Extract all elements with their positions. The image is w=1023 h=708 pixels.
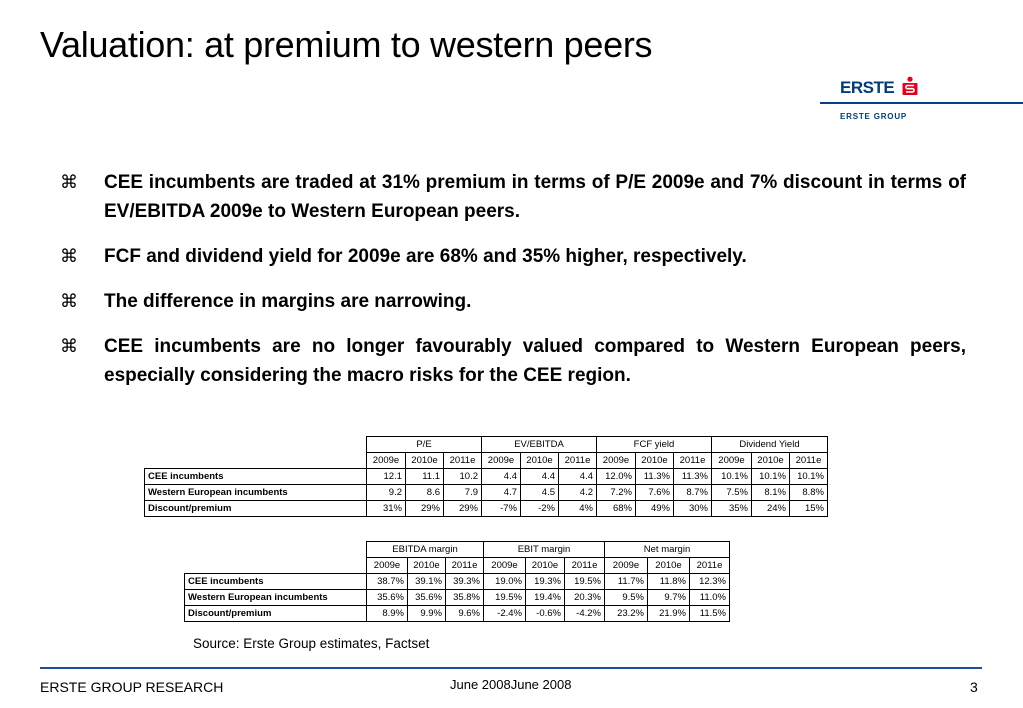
table-cell: 9.9% <box>408 606 446 622</box>
year-header: 2010e <box>526 558 565 574</box>
year-header: 2011e <box>444 453 482 469</box>
table-cell: 19.3% <box>526 574 565 590</box>
margins-table <box>184 541 730 622</box>
table-cell: 24% <box>752 501 790 517</box>
year-header: 2011e <box>690 558 730 574</box>
page-number: 3 <box>970 679 978 695</box>
table-cell: -2% <box>521 501 559 517</box>
table-cell: 29% <box>444 501 482 517</box>
table-corner <box>185 542 367 558</box>
row-label: Discount/premium <box>185 606 367 622</box>
source-note: Source: Erste Group estimates, Factset <box>193 636 430 651</box>
footer-divider <box>40 667 982 669</box>
table-cell: 9.6% <box>446 606 484 622</box>
bullet-item <box>56 332 966 390</box>
table-cell: 4.7 <box>482 485 521 501</box>
table-cell: 35.6% <box>408 590 446 606</box>
table-cell: 10.1% <box>712 469 752 485</box>
year-header: 2009e <box>482 453 521 469</box>
row-label: Discount/premium <box>145 501 367 517</box>
table-cell: 10.1% <box>790 469 828 485</box>
table-cell: -4.2% <box>565 606 605 622</box>
bullet-item <box>56 168 966 226</box>
command-bullet-icon: ⌘ <box>60 246 78 267</box>
column-group-header: FCF yield <box>597 437 712 453</box>
year-header: 2010e <box>752 453 790 469</box>
bullet-item <box>56 242 966 271</box>
table-cell: 11.5% <box>690 606 730 622</box>
table-cell: 68% <box>597 501 636 517</box>
table-cell: 49% <box>636 501 674 517</box>
table-cell: 12.1 <box>367 469 406 485</box>
table-cell: 11.3% <box>636 469 674 485</box>
row-label: CEE incumbents <box>145 469 367 485</box>
table-cell: 30% <box>674 501 712 517</box>
table-cell: 4.4 <box>559 469 597 485</box>
table-corner <box>145 453 367 469</box>
table-cell: 31% <box>367 501 406 517</box>
bullet-list <box>56 168 966 406</box>
table-cell: 8.7% <box>674 485 712 501</box>
table-cell: 19.4% <box>526 590 565 606</box>
table-cell: 8.8% <box>790 485 828 501</box>
erste-group-logo <box>820 72 1023 122</box>
table-cell: 4.5 <box>521 485 559 501</box>
table-cell: 11.0% <box>690 590 730 606</box>
year-header: 2009e <box>605 558 648 574</box>
slide-title: Valuation: at premium to western peers <box>40 24 653 65</box>
column-group-header: Dividend Yield <box>712 437 828 453</box>
table-group-header-row <box>185 542 730 558</box>
bullet-text: FCF and dividend yield for 2009e are 68% and 35% higher, respectively. <box>104 246 747 267</box>
table-group-header-row <box>145 437 828 453</box>
table-cell: 38.7% <box>367 574 408 590</box>
table-cell: 20.3% <box>565 590 605 606</box>
column-group-header: EV/EBITDA <box>482 437 597 453</box>
table-cell: 7.6% <box>636 485 674 501</box>
year-header: 2009e <box>712 453 752 469</box>
year-header: 2011e <box>790 453 828 469</box>
table-cell: 4.4 <box>521 469 559 485</box>
table-row <box>185 606 730 622</box>
table-cell: -0.6% <box>526 606 565 622</box>
command-bullet-icon: ⌘ <box>60 172 78 193</box>
table-cell: 39.3% <box>446 574 484 590</box>
table-corner <box>185 558 367 574</box>
bullet-text: The difference in margins are narrowing. <box>104 291 472 312</box>
table-cell: 11.3% <box>674 469 712 485</box>
table-row <box>145 501 828 517</box>
row-label: CEE incumbents <box>185 574 367 590</box>
column-group-header: EBITDA margin <box>367 542 484 558</box>
year-header: 2010e <box>408 558 446 574</box>
column-group-header: Net margin <box>605 542 730 558</box>
table-cell: 10.2 <box>444 469 482 485</box>
table-row <box>145 485 828 501</box>
column-group-header: P/E <box>367 437 482 453</box>
table-cell: 4.2 <box>559 485 597 501</box>
footer-research-label: ERSTE GROUP RESEARCH <box>40 679 224 695</box>
table-cell: 7.2% <box>597 485 636 501</box>
command-bullet-icon: ⌘ <box>60 291 78 312</box>
table-corner <box>145 437 367 453</box>
table-cell: 9.5% <box>605 590 648 606</box>
footer-date: June 2008June 2008 <box>450 677 572 692</box>
table-cell: 35% <box>712 501 752 517</box>
logo-wordmark: ERSTE <box>840 78 895 97</box>
valuation-table <box>144 436 828 517</box>
table-cell: 11.1 <box>406 469 444 485</box>
table-cell: 12.3% <box>690 574 730 590</box>
bullet-text: CEE incumbents are traded at 31% premium in terms of P/E 2009e and 7% discount in terms of EV/EBITDA 2009e to Western European peers. <box>104 172 966 222</box>
table-cell: 21.9% <box>648 606 690 622</box>
year-header: 2011e <box>446 558 484 574</box>
year-header: 2009e <box>367 558 408 574</box>
year-header: 2010e <box>648 558 690 574</box>
year-header: 2011e <box>565 558 605 574</box>
table-cell: 39.1% <box>408 574 446 590</box>
table-cell: 12.0% <box>597 469 636 485</box>
table-year-header-row <box>185 558 730 574</box>
command-bullet-icon: ⌘ <box>60 336 78 357</box>
year-header: 2009e <box>367 453 406 469</box>
table-cell: 4.4 <box>482 469 521 485</box>
table-cell: 8.1% <box>752 485 790 501</box>
table-cell: -7% <box>482 501 521 517</box>
table-cell: 8.9% <box>367 606 408 622</box>
year-header: 2011e <box>559 453 597 469</box>
table-year-header-row <box>145 453 828 469</box>
column-group-header: EBIT margin <box>484 542 605 558</box>
table-cell: 9.2 <box>367 485 406 501</box>
table-cell: 23.2% <box>605 606 648 622</box>
row-label: Western European incumbents <box>145 485 367 501</box>
table-cell: 35.8% <box>446 590 484 606</box>
year-header: 2009e <box>597 453 636 469</box>
row-label: Western European incumbents <box>185 590 367 606</box>
table-cell: 4% <box>559 501 597 517</box>
table-cell: 11.8% <box>648 574 690 590</box>
bullet-item <box>56 287 966 316</box>
bullet-text: CEE incumbents are no longer favourably valued compared to Western European peers, especially considering the macro risks for the CEE region. <box>104 336 966 386</box>
sparkasse-s-icon <box>900 76 920 96</box>
year-header: 2011e <box>674 453 712 469</box>
table-cell: 19.5% <box>484 590 526 606</box>
table-cell: 35.6% <box>367 590 408 606</box>
table-row <box>185 574 730 590</box>
logo-divider <box>820 102 1023 104</box>
table-cell: 15% <box>790 501 828 517</box>
table-cell: -2.4% <box>484 606 526 622</box>
table-cell: 9.7% <box>648 590 690 606</box>
table-cell: 7.9 <box>444 485 482 501</box>
table-cell: 10.1% <box>752 469 790 485</box>
year-header: 2010e <box>521 453 559 469</box>
table-cell: 11.7% <box>605 574 648 590</box>
table-row <box>185 590 730 606</box>
table-row <box>145 469 828 485</box>
table-cell: 7.5% <box>712 485 752 501</box>
table-cell: 19.5% <box>565 574 605 590</box>
year-header: 2010e <box>636 453 674 469</box>
table-cell: 29% <box>406 501 444 517</box>
logo-subtitle: ERSTE GROUP <box>840 112 908 121</box>
year-header: 2009e <box>484 558 526 574</box>
table-cell: 19.0% <box>484 574 526 590</box>
table-cell: 8.6 <box>406 485 444 501</box>
year-header: 2010e <box>406 453 444 469</box>
